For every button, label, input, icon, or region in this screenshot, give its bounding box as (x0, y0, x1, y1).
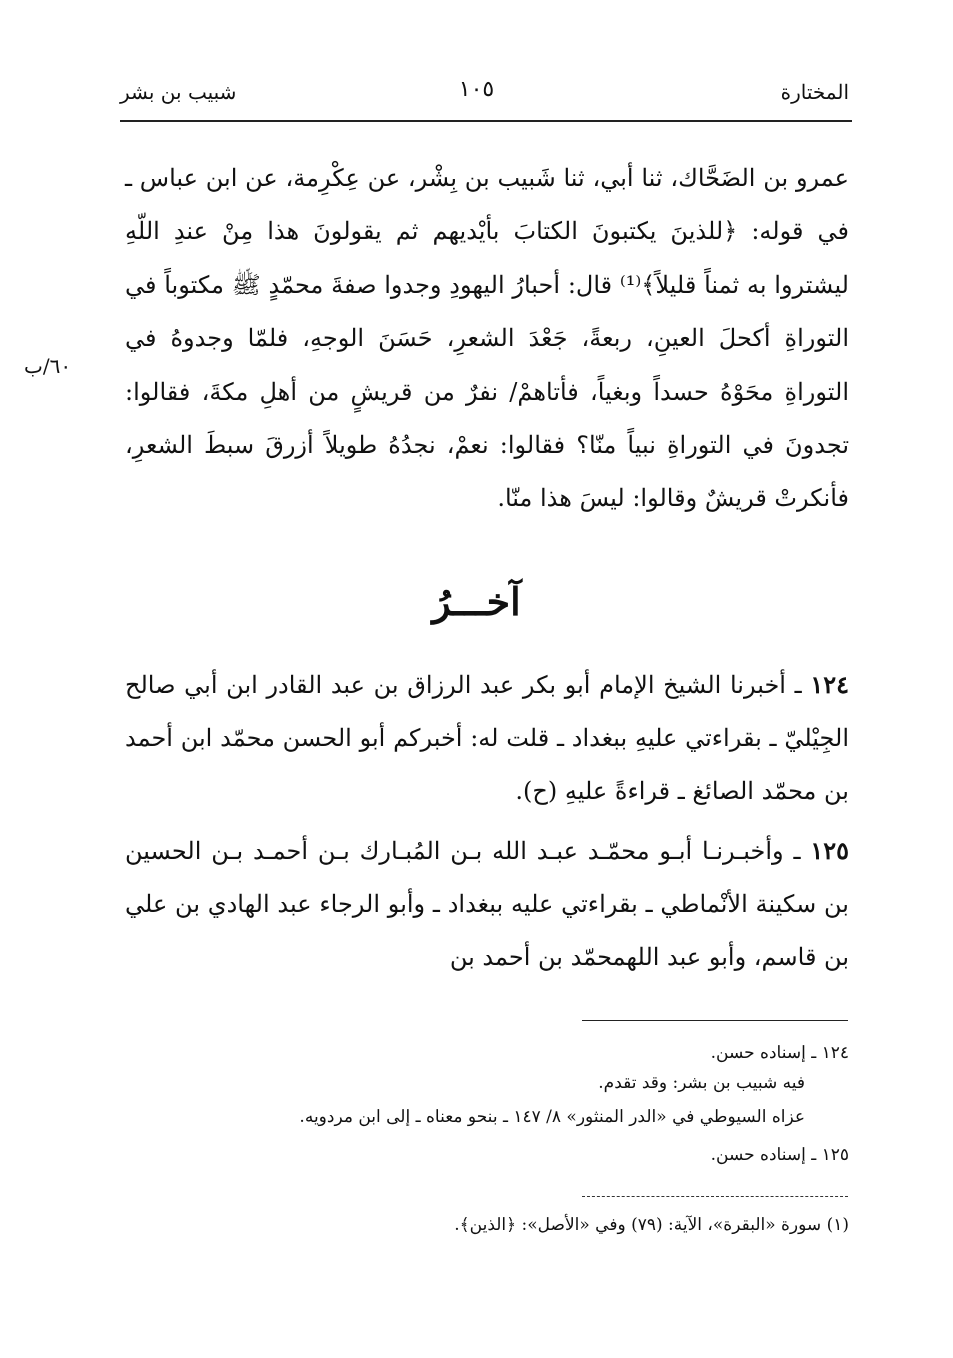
footnote-line: ١٢٤ ـ إسناده حسن. (710, 1043, 849, 1063)
footnote-line: ١٢٥ ـ إسناده حسن. (710, 1145, 849, 1165)
footnote-line: فيه شبيب بن بشر: وقد تقدم. (598, 1073, 805, 1093)
footnote-dashed-separator (582, 1196, 848, 1197)
margin-folio-note: ٦٠/ب (24, 354, 72, 378)
running-header-book-title: المختارة (780, 80, 849, 104)
footnote-verse-reference: (١) سورة «البقرة»، الآية: (٧٩) وفي «الأصل»: ﴿الذين﴾. (454, 1215, 849, 1235)
entry-text: ـ وأخبـرنـا أبـو محمّـد عبـد الله بـن المُبـارك بـن أحمـد بـن الحسين بن سكينة الأنْماطي ـ بقراءتي عليه ببغداد ـ وأبو الرجاء عبد الهادي بن علي بن قاسم، وأبو عبد اللهمحمّد بن أحمد بن (125, 837, 849, 971)
entry-number: ١٢٤ (810, 670, 849, 699)
section-heading: آخـــرُ (432, 579, 521, 624)
entry-text: ـ أخبرنا الشيخ الإمام أبو بكر عبد الرزاق بن عبد القادر ابن أبي صالح الجِيْليّ ـ بقراءتي عليهِ ببغداد ـ قلت له: أخبركم أبو الحسن محمّد ابن أحمد بن محمّد الصائغ ـ قراءةً عليهِ (ح). (125, 671, 849, 805)
footnote-line: عزاه السيوطي في «الدر المنثور» ٨/ ١٤٧ ـ بنحو معناه ـ إلى ابن مردويه. (299, 1107, 805, 1127)
running-header-section-title: شبيب بن بشر (120, 80, 237, 104)
hadith-entry-125 (125, 824, 849, 984)
footnote-separator (582, 1020, 848, 1021)
header-rule (120, 120, 852, 122)
page-number: ١٠٥ (458, 77, 495, 102)
hadith-entry-124 (125, 658, 849, 818)
body-paragraph: عمرو بن الضَحَّاك، ثنا أبي، ثنا شَبيب بن بِشْر، عن عِكْرِمة، عن ابن عباس ـ في قوله: ﴿للذينَ يكتبونَ الكتابَ بأيْديهم ثم يقولونَ هذا مِنْ عندِ اللّهِ ليشتروا به ثمناً قليلاً﴾⁽¹⁾ قال: أحبارُ اليهودِ وجدوا صفةَ محمّدٍ ﷺ مكتوباً في التوراةِ أكحلَ العينِ، ربعةً، جَعْدَ الشعرِ، حَسَنَ الوجهِ، فلمّا وجدوهُ في التوراةِ محَوْهُ حسداً وبغياً، فأتاهمْ/ نفرٌ من قريشٍ من أهلِ مكةَ، فقالوا: تجدونَ في التوراةِ نبياً منّا؟ فقالوا: نعمْ، نجدُهُ طويلاً أزرقَ سبطَ الشعرِ، فأنكرتْ قريشٌ وقالوا: ليسَ هذا منّا. (125, 164, 849, 513)
entry-number: ١٢٥ (810, 836, 849, 865)
